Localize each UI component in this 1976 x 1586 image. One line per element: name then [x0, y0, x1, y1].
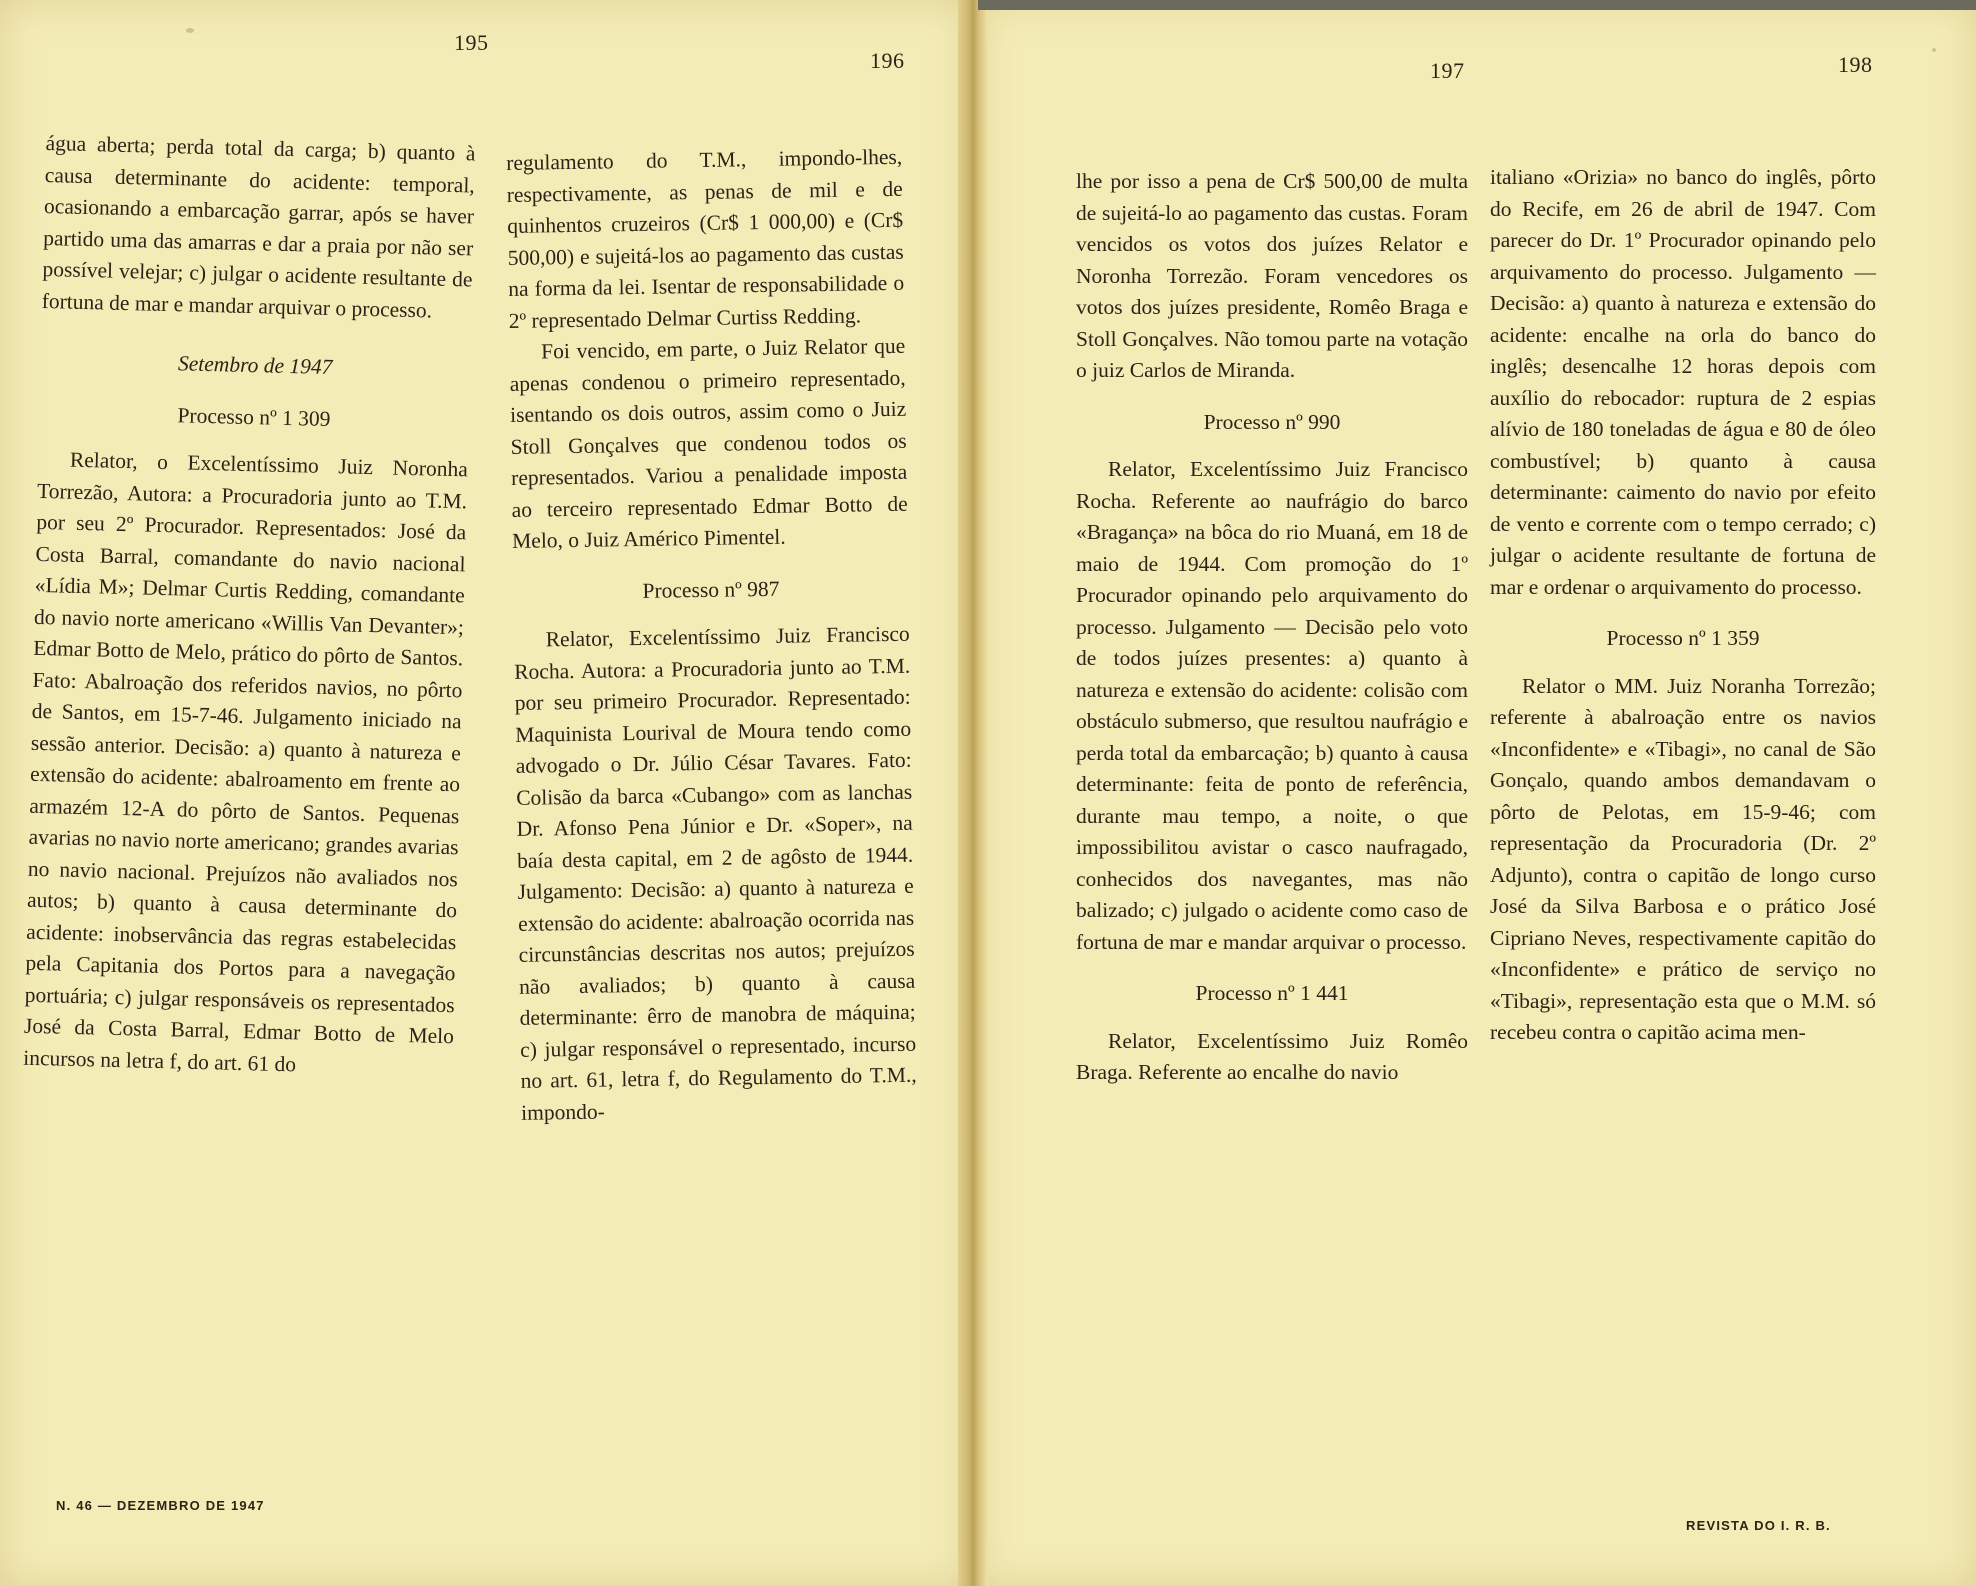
footer-issue: N. 46 — DEZEMBRO DE 1947 [56, 1498, 265, 1513]
column-page-198 [1490, 162, 1876, 1049]
page-number-195: 195 [454, 30, 489, 55]
stain-mark [186, 28, 194, 33]
paragraph-continuation: lhe por isso a pena de Cr$ 500,00 de multa de sujeitá-lo ao pagamento das custas. Foram vencidos os votos dos juízes Relator e Noronha Torrezão. Foram vencedores os votos dos juízes presidente, Romêo Braga e Stoll Gonçalves. Não tomou parte na votação o juiz Carlos de Miranda. [1076, 169, 1468, 382]
page-number-198: 198 [1838, 52, 1873, 77]
section-heading: Processo nº 990 [1203, 409, 1341, 434]
paragraph: Relator o MM. Juiz Noranha Torrezão; referente à abalroação entre os navios «Inconfidente» e «Tibagi», no canal de São Gonçalo, quando ambos demandavam o pôrto de Pelotas, em 15-9-46; com representação da Procuradoria (Dr. 2º Adjunto), contra o capitão de longo curso José da Silva Barbosa e o prático José Cipriano Neves, respectivamente capitão do «Inconfidente» e prático de serviço no «Tibagi», representação esta que o M.M. só recebeu contra o capitão acima men- [1490, 673, 1876, 1044]
paragraph-continuation: água aberta; perda total da carga; b) quanto à causa determinante do acidente: temporal, ocasionando a embarcação garrar, após se haver partido uma das amarras e dar a praia por não ser possível velejar; c) julgar o acidente resultante de fortuna de mar e mandar arquivar o processo. [41, 130, 476, 322]
page-number-196: 196 [870, 48, 905, 73]
stain-mark [1932, 48, 1936, 52]
paragraph-continuation: italiano «Orizia» no banco do inglês, pôrto do Recife, em 26 de abril de 1947. Com parecer do Dr. 1º Procurador opinando pelo arquivamento do processo. Julgamento — Decisão: a) quanto à natureza e extensão do acidente: encalhe na orla do banco do inglês; desencalhe 12 horas depois com auxílio do rebocador: ruptura de 2 espias alívio de 180 toneladas de água e 80 de óleo combustível; b) quanto à causa determinante: caimento do navio por efeito de vento e corrente com o tempo cerrado; c) julgar o acidente resultante de fortuna de mar e ordenar o arquivamento do processo. [1490, 165, 1876, 599]
paragraph: Relator, Excelentíssimo Juiz Romêo Braga. Referente ao encalhe do navio [1076, 1028, 1468, 1084]
column-page-197 [1076, 166, 1468, 1089]
paragraph: Relator, Excelentíssimo Juiz Francisco Rocha. Autora: a Procuradoria junto ao T.M. por seu primeiro Procurador. Representado: Maquinista Lourival de Moura tendo como advogado o Dr. Júlio César Tavares. Fato: Colisão da barca «Cubango» com as lanchas Dr. Afonso Pena Júnior e Dr. «Soper», na baía desta capital, em 2 de agôsto de 1944. Julgamento: Decisão: a) quanto à natureza e extensão do acidente: abalroação ocorrida nas circunstâncias descritas nos autos; prejuízos não avaliados; b) quanto à causa determinante: êrro de manobra de máquina; c) julgar responsável o representado, incurso no art. 61, letra f, do Regulamento do T.M., impondo- [514, 621, 917, 1125]
section-heading: Processo nº 1 309 [177, 402, 331, 431]
top-edge-shadow [978, 0, 1976, 10]
footer-publication: REVISTA DO I. R. B. [1686, 1518, 1831, 1533]
paragraph-continuation: regulamento do T.M., impondo-lhes, respectivamente, as penas de mil e de quinhentos cruzeiros (Cr$ 1 000,00) e (Cr$ 500,00) e sujeitá-los ao pagamento das custas na forma da lei. Isentar de responsabilidade o 2º representado Delmar Curtiss Redding. [506, 144, 905, 333]
section-heading: Processo nº 1 441 [1195, 981, 1349, 1005]
paragraph: Relator, Excelentíssimo Juiz Francisco Rocha. Referente ao naufrágio do barco «Bragança» na bôca do rio Muaná, em 18 de maio de 1944. Com promoção do 1º Procurador opinando pelo arquivamento do processo. Julgamento — Decisão pelo voto de todos juízes presentes: a) quanto à natureza e extensão do acidente: colisão com obstáculo submerso, que resultou naufrágio e perda total da embarcação; b) quanto à causa determinante: feita de ponto de referência, durante mau tempo, a noite, o que impossibilitou avistar o casco naufragado, conhecidos dos navegantes, mas não balizado; c) julgado o acidente como caso de fortuna de mar e mandar arquivar o processo. [1076, 457, 1468, 954]
paragraph: Relator, o Excelentíssimo Juiz Noronha Torrezão, Autora: a Procuradoria junto ao T.M. por seu 2º Procurador. Representados: José da Costa Barral, comandante do navio nacional «Lídia M»; Delmar Curtis Redding, comandante do navio norte americano «Willis Van Devanter»; Edmar Botto de Melo, prático do pôrto de Santos. Fato: Abalroação dos referidos navios, no pôrto de Santos, em 15-7-46. Julgamento iniciado na sessão anterior. Decisão: a) quanto à natureza e extensão do acidente: abalroamento em frente ao armazém 12-A do pôrto de Santos. Pequenas avarias no navio norte americano; grandes avarias no navio nacional. Prejuízos não avaliados nos autos; b) quanto à causa determinante do acidente: inobservância das regras estabelecidas pela Capitania dos Portos para a navegação portuária; c) julgar responsáveis os representados José da Costa Barral, Edmar Botto de Melo incursos na letra f, do art. 61 do [22, 447, 469, 1076]
column-page-196 [506, 142, 917, 1129]
section-heading: Processo nº 987 [642, 576, 780, 603]
dateline: Setembro de 1947 [177, 351, 333, 380]
paragraph: Foi vencido, em parte, o Juiz Relator que apenas condenou o primeiro representado, isentando os dois outros, assim como o Juiz Stoll Gonçalves que condenou todos os representados. Variou a penalidade imposta ao terceiro representado Edmar Botto de Melo, o Juiz Américo Pimentel. [509, 333, 908, 553]
page-gutter [958, 0, 988, 1586]
page-number-197: 197 [1430, 58, 1465, 83]
section-heading: Processo nº 1 359 [1606, 626, 1760, 650]
column-page-195 [23, 128, 476, 1084]
